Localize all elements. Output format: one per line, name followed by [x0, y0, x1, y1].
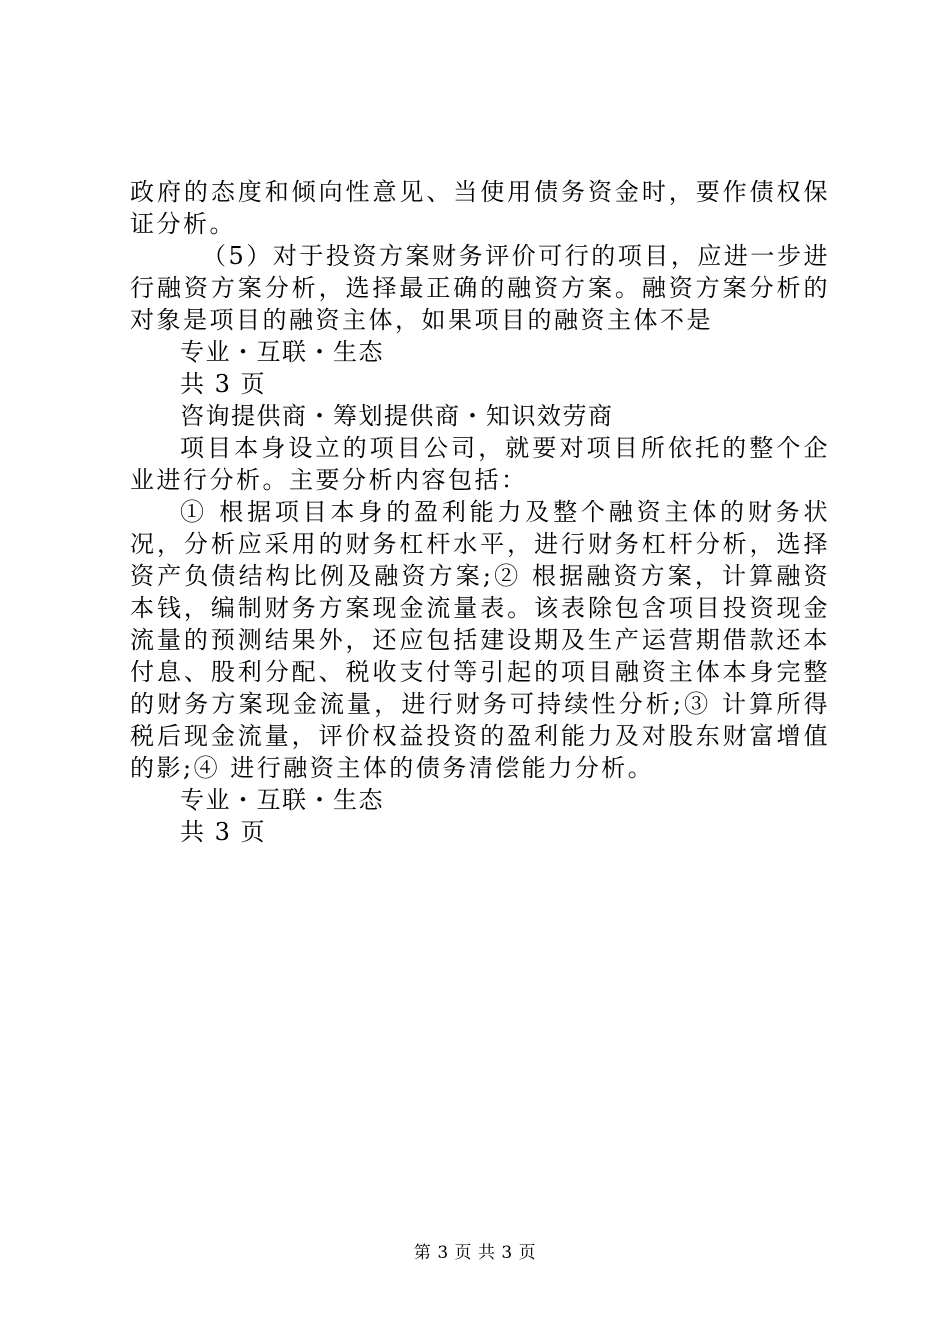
slogan-line: 专业・互联・生态	[180, 338, 384, 366]
slogan-line: 专业・互联・生态	[180, 786, 384, 814]
document-body	[130, 176, 830, 848]
paragraph-financing-analysis: （5）对于投资方案财务评价可行的项目，应进一步进行融资方案分析，选择最正确的融资方案。融资方案分析的对象是项目的融资主体，如果项目的融资主体不是	[130, 242, 830, 334]
paragraph-analysis-items: ① 根据项目本身的盈利能力及整个融资主体的财务状况，分析应采用的财务杠杆水平，进行财务杠杆分析，选择资产负债结构比例及融资方案;② 根据融资方案，计算融资本钱，编制财务方案现金流量表。该表除包含项目投资现金流量的预测结果外，还应包括建设期及生产运营期借款还本付息、股利分配、税收支付等引起的项目融资主体本身完整的财务方案现金流量，进行财务可持续性分析;③ 计算所得税后现金流量，评价权益投资的盈利能力及对股东财富增值的影;④ 进行融资主体的债务清偿能力分析。	[130, 498, 830, 782]
paragraph-government-attitude: 政府的态度和倾向性意见、当使用债务资金时，要作债权保证分析。	[130, 178, 830, 238]
provider-line: 咨询提供商・筹划提供商・知识效劳商	[180, 402, 614, 430]
paragraph-project-company: 项目本身设立的项目公司，就要对项目所依托的整个企业进行分析。主要分析内容包括：	[130, 434, 830, 494]
page-count-line: 共 3 页	[180, 370, 267, 398]
page-footer: 第 3 页 共 3 页	[413, 1243, 537, 1263]
page-count-line: 共 3 页	[180, 818, 267, 846]
